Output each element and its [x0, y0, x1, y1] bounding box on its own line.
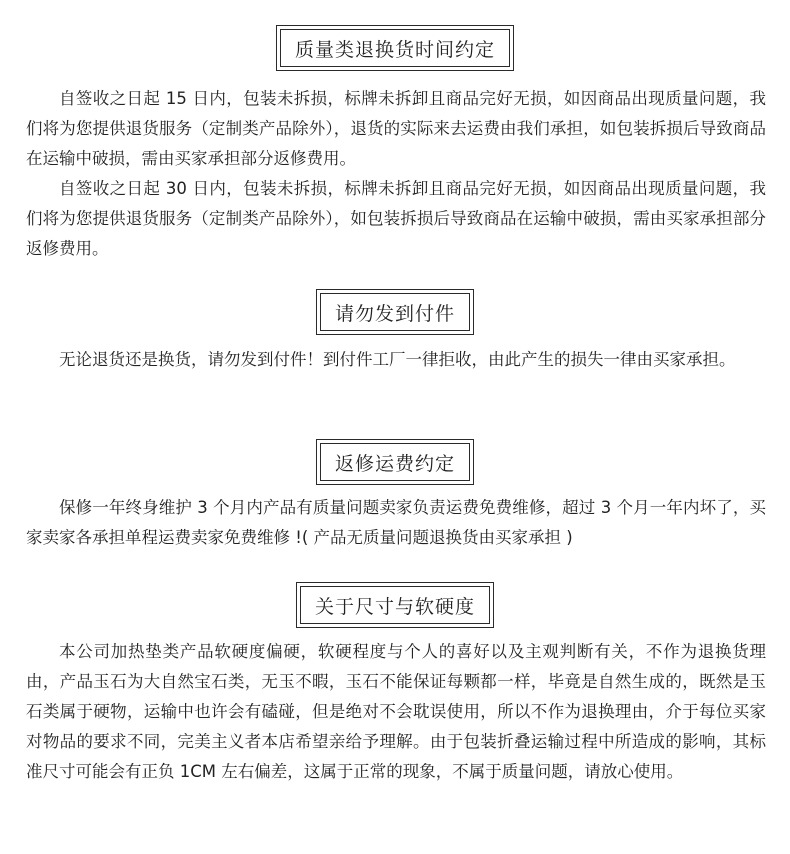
section-title-box-no-cod — [316, 289, 474, 335]
section-title-box-repair-shipping — [316, 439, 474, 485]
paragraph-repair-shipping: 保修一年终身维护 3 个月内产品有质量问题卖家负责运费免费维修，超过 3 个月一年内坏了，买家卖家各承担单程运费卖家免费维修 !( 产品无质量问题退换货由买家承担 ) — [26, 498, 766, 547]
paragraph-quality-return-15-days: 自签收之日起 15 日内，包装未拆损，标牌未拆卸且商品完好无损，如因商品出现质量问题，我们将为您提供退货服务（定制类产品除外），退货的实际来去运费由我们承担，如包装拆损后导致商品在运输中破损，需由买家承担部分返修费用。 — [26, 89, 766, 168]
paragraph-no-cod: 无论退货还是换货，请勿发到付件！到付件工厂一律拒收，由此产生的损失一律由买家承担。 — [59, 350, 736, 369]
section-title-box-size-hardness — [296, 582, 494, 628]
section-title-quality-return: 质量类退换货时间约定 — [280, 29, 510, 67]
paragraph-quality-return-30-days: 自签收之日起 30 日内，包装未拆损，标牌未拆卸且商品完好无损，如因商品出现质量问题，我们将为您提供退货服务（定制类产品除外），如包装拆损后导致商品在运输中破损，需由买家承担部分返修费用。 — [26, 179, 766, 258]
section-title-repair-shipping: 返修运费约定 — [320, 443, 470, 481]
section-title-no-cod: 请勿发到付件 — [320, 293, 470, 331]
section-title-box-quality-return — [276, 25, 514, 71]
section-title-size-hardness: 关于尺寸与软硬度 — [300, 586, 490, 624]
paragraph-size-hardness: 本公司加热垫类产品软硬度偏硬，软硬程度与个人的喜好以及主观判断有关，不作为退换货理由，产品玉石为大自然宝石类，无玉不暇，玉石不能保证每颗都一样，毕竟是自然生成的，既然是玉石类属于硬物，运输中也许会有磕碰，但是绝对不会耽误使用，所以不作为退换理由，介于每位买家对物品的要求不同，完美主义者本店希望亲给予理解。由于包装折叠运输过程中所造成的影响，其标准尺寸可能会有正负 1CM 左右偏差，这属于正常的现象，不属于质量问题，请放心使用。 — [26, 642, 766, 781]
